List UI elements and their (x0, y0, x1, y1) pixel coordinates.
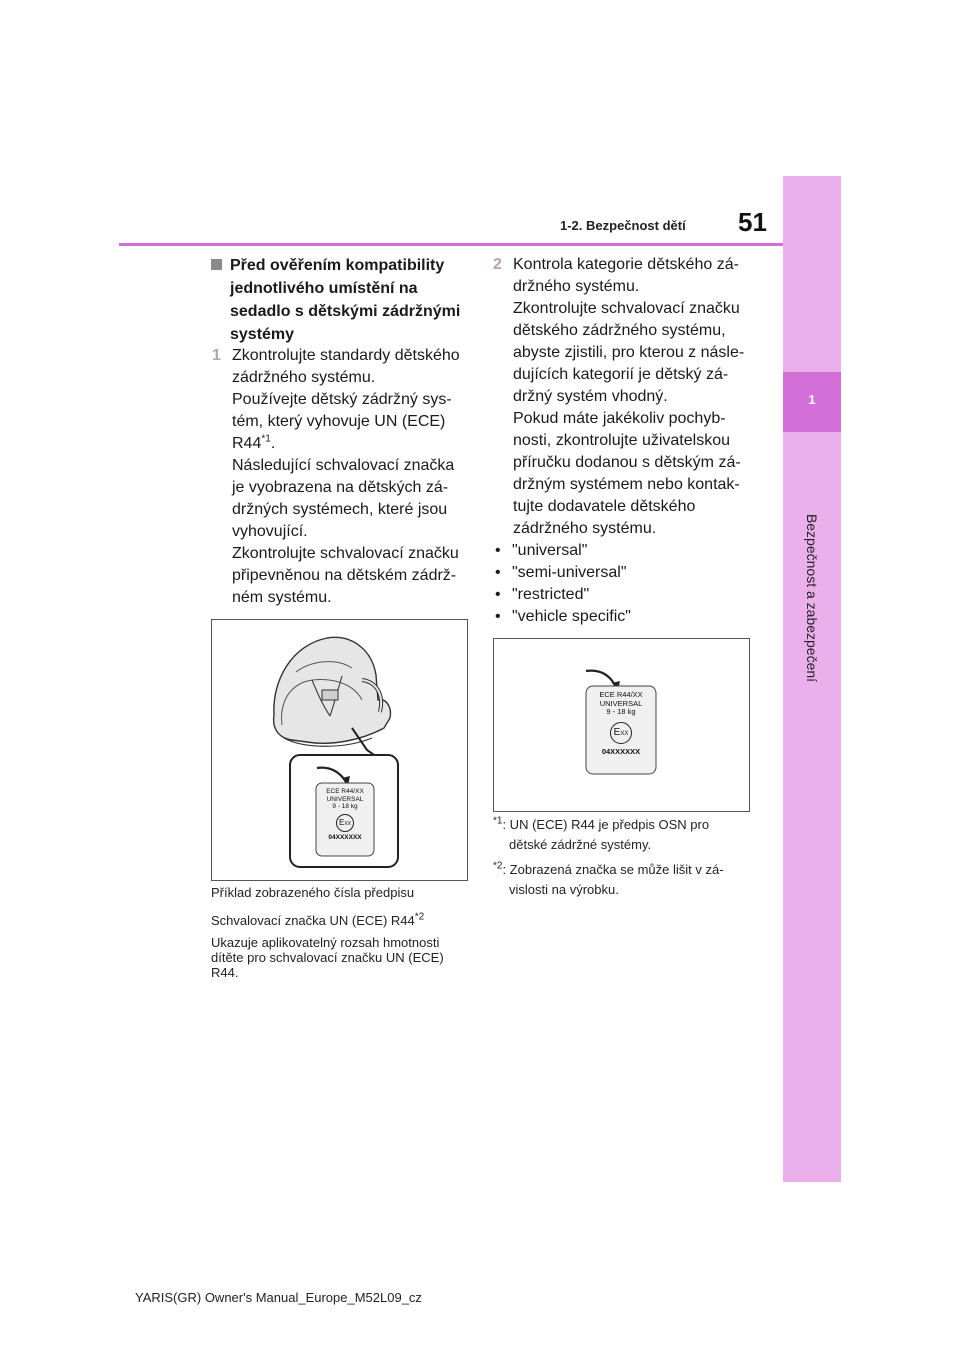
label-e-sub: XX (620, 730, 629, 737)
step-2-line: příručku dodanou s dětským zá- (513, 454, 741, 471)
page-number: 51 (738, 207, 767, 237)
category-list (493, 540, 763, 628)
e-mark-icon (610, 722, 632, 744)
footnote-2-mark: *2 (493, 860, 503, 872)
footnote-1-mark: *1 (493, 815, 503, 827)
step-1-line: Používejte dětský zádržný sys- (232, 391, 452, 408)
r44-period: . (270, 435, 276, 452)
step-2-line: Kontrola kategorie dětského zá- (513, 256, 739, 273)
label-e-sub: XX (344, 820, 351, 827)
label-unit: kg (627, 707, 636, 716)
label-code: 04XXXXXX (601, 746, 641, 756)
chapter-number: 1 (808, 392, 816, 407)
step-2-line: nosti, zkontrolujte uživatelskou (513, 432, 730, 449)
step-1-line: Následující schvalovací značka (232, 457, 455, 474)
step-2-line: tujte dodavatele dětského (513, 498, 696, 515)
list-item: • "semi-universal" (493, 562, 763, 584)
label-code: 04XXXXXX (328, 833, 362, 841)
heading-square-icon (211, 259, 222, 270)
label-ece: ECE (599, 690, 615, 699)
caption-regulation-example: Příklad zobrazeného čísla předpisu (211, 885, 415, 900)
r44-text: R44 (232, 435, 262, 452)
step-2-line: abyste zjistili, pro kterou z násle- (513, 344, 745, 361)
label-universal: UNIVERSAL (599, 698, 643, 708)
caption-approval-mark (211, 913, 471, 928)
footnote-2 (493, 860, 763, 900)
child-seat-illustration (212, 620, 467, 880)
step-1-line: zádržného systému. (232, 369, 376, 386)
step-1-line: držných systémech, které jsou (232, 501, 448, 518)
chapter-title: Bezpečnost a zabezpečení (804, 513, 820, 683)
step-2-number: 2 (493, 256, 502, 273)
label-ece: ECE R44/ (326, 788, 356, 795)
step-1-line: Zkontrolujte schvalovací značku (232, 545, 459, 562)
label-xx: XX (632, 690, 643, 699)
step-1-line: Zkontrolujte standardy dětského (232, 347, 460, 364)
footnote-1-line: dětské zádržné systémy. (509, 837, 652, 852)
approval-label-figure (493, 638, 750, 812)
step-1-line: připevněnou na dětském zádrž- (232, 567, 457, 584)
label-xx: XX (355, 788, 364, 795)
step-2-line: zádržného systému. (513, 520, 657, 537)
label-r44: R44/ (616, 690, 633, 699)
section-title: 1-2. Bezpečnost dětí (560, 218, 686, 233)
label-card-left (316, 788, 374, 841)
list-item: • "vehicle specific" (493, 606, 763, 628)
step-2-line: dětského zádržného systému, (513, 322, 726, 339)
section-heading: Před ověřením kompatibility jednotlivého umístění na sedadlo s dětskými zádržnými systémy (230, 257, 461, 343)
step-1-line: ném systému. (232, 589, 332, 606)
step-1-line: je vyobrazena na dětských zá- (232, 479, 449, 496)
label-weight: 9 - 18 (332, 803, 349, 810)
step-1-number: 1 (212, 347, 221, 364)
step-2-line: držný systém vhodný. (513, 388, 668, 405)
footnote-ref-1: *1 (261, 433, 271, 445)
list-item: • "restricted" (493, 584, 763, 606)
label-card-right (586, 691, 656, 756)
e-mark-icon (336, 814, 354, 832)
footnote-1-line: : UN (ECE) R44 je předpis OSN pro (502, 817, 710, 832)
step-2-line: držného systému. (513, 278, 640, 295)
caption-approval-mark-text: Schvalovací značka UN (ECE) R44 (211, 913, 415, 928)
label-weight: 9 - 18 (606, 707, 626, 716)
label-universal: UNIVERSAL (326, 795, 364, 803)
step-1-line: vyhovující. (232, 523, 308, 540)
child-seat-figure (211, 619, 468, 881)
header-rule (119, 243, 783, 246)
step-1-r44-line (232, 433, 477, 455)
footnote-ref-2: *2 (414, 911, 425, 923)
step-2-line: držným systémem nebo kontak- (513, 476, 740, 493)
step-2-line: Pokud máte jakékoliv pochyb- (513, 410, 726, 427)
step-2-line: Zkontrolujte schvalovací značku (513, 300, 740, 317)
footnote-2-line: : Zobrazená značka se může lišit v zá- (502, 862, 724, 877)
step-2-line: dujících kategorií je dětský zá- (513, 366, 729, 383)
footer-manual-id: YARIS(GR) Owner's Manual_Europe_M52L09_cz (135, 1290, 422, 1305)
caption-weight-range: Ukazuje aplikovatelný rozsah hmotnosti dítěte pro schvalovací značku UN (ECE) R44. (211, 935, 444, 980)
label-e: E (613, 726, 621, 738)
list-item: • "universal" (493, 540, 763, 562)
footnote-1 (493, 815, 763, 855)
label-e: E (338, 817, 345, 827)
footnote-2-line: vislosti na výrobku. (509, 882, 619, 897)
label-unit: kg (350, 803, 358, 810)
step-1-line: tém, který vyhovuje UN (ECE) (232, 413, 446, 430)
